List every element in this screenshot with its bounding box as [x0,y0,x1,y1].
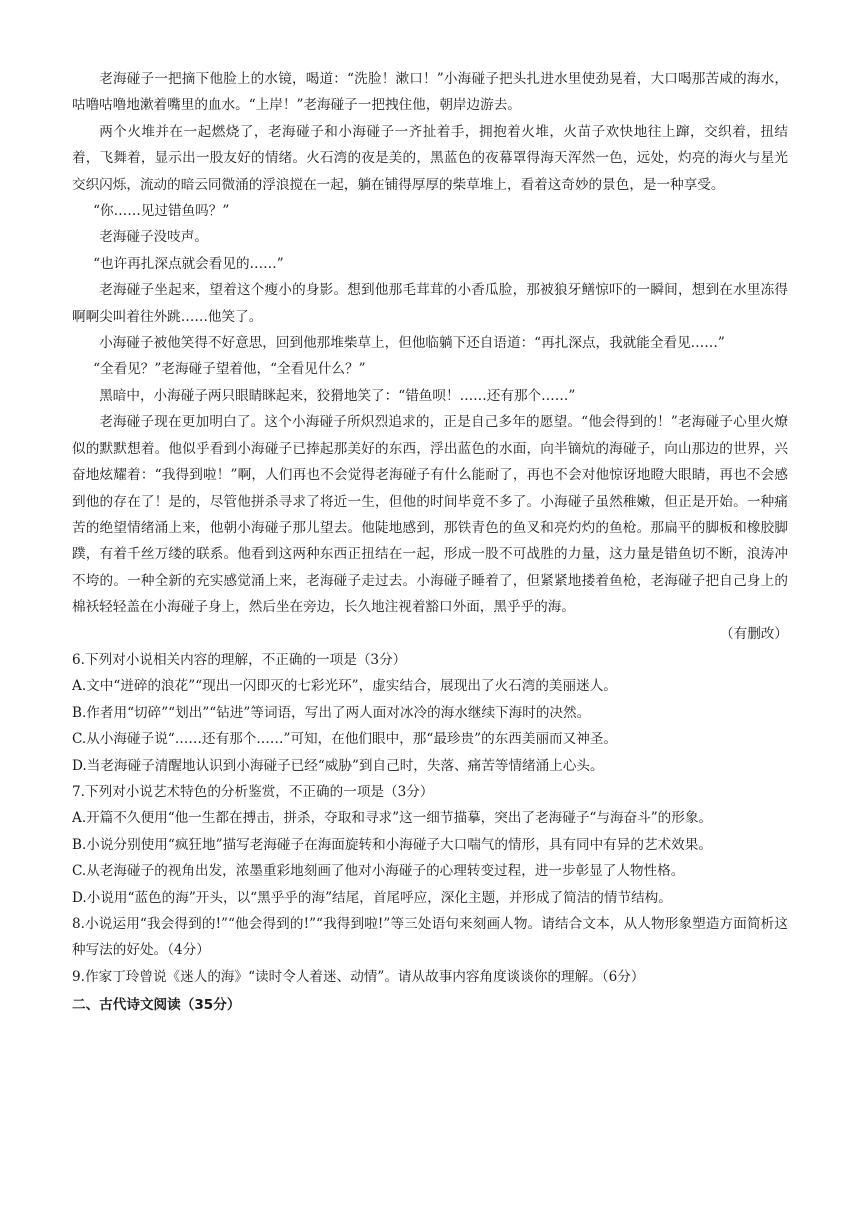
paragraph: 两个火堆并在一起燃烧了，老海碰子和小海碰子一齐扯着手，拥抱着火堆，火苗子欢快地往上蹿，交织着，扭结着，飞舞着，显示出一股友好的情绪。火石湾的夜是美的，黑蓝色的夜幕罩得海天浑然一色，远处，灼亮的海火与星光交织闪烁，流动的暗云同微涌的浮浪搅在一起，躺在铺得厚厚的柴草堆上，看着这奇妙的景色，是一种享受。 [72,123,788,193]
option: B.作者用“切碎”“划出”“钻进”等词语，写出了两人面对冰冷的海水继续下海时的决然。 [72,704,591,721]
passage [72,66,788,647]
paragraph: 老海碰子没吱声。 [99,229,208,246]
paragraph: “全看见？”老海碰子望着他，“全看见什么？” [93,361,366,378]
paragraph: “也许再扎深点就会看见的……” [93,255,284,272]
source-note: （有删改） [720,625,788,642]
paragraph: 老海碰子现在更加明白了。这个小海碰子所炽烈追求的，正是自己多年的愿望。“他会得到的！”老海碰子心里火燎似的默默想着。他似乎看到小海碰子已捧起那美好的东西，浮出蓝色的水面，向半镝炕的海碰子，向山那边的世界，兴奋地炫耀着：“我得到啦！”啊，人们再也不会觉得老海碰子有什么能耐了，再也不会对他惊讶地瞪大眼睛，再也不会感到他的存在了！是的，尽管他拼杀寻求了将近一生，但他的时间毕竟不多了。小海碰子虽然稚嫩，但正是开始。一种痛苦的绝望情绪涌上来，他朝小海碰子那儿望去。他陡地感到，那铁青色的鱼叉和亮灼灼的鱼枪。那扁平的脚板和橡胶脚蹼，有着千丝万缕的联系。他看到这两种东西正扭结在一起，形成一股不可战胜的力量，这力量是错鱼切不断，浪涛冲不垮的。一种全新的充实感觉涌上来，老海碰子走过去。小海碰子睡着了，但紧紧地搂着鱼枪，老海碰子把自己身上的棉袄轻轻盖在小海碰子身上，然后坐在旁边，长久地注视着豁口外面，黑乎乎的海。 [72,414,788,616]
paragraph: 老海碰子一把摘下他脸上的水镜，喝道：“洗脸！漱口！”小海碰子把头扎进水里使劲晃着，大口喝那苦咸的海水，咕噜咕噜地漱着嘴里的血水。“上岸！”老海碰子一把拽住他，朝岸边游去。 [72,71,788,114]
paragraph: 老海碰子坐起来，望着这个瘦小的身影。想到他那毛茸茸的小香瓜脸，那被狼牙鳝惊吓的一瞬间，想到在水里冻得啊啊尖叫着往外跳……他笑了。 [72,282,788,325]
question-stem: 6.下列对小说相关内容的理解，不正确的一项是（3分） [72,651,407,668]
paragraph: 黑暗中，小海碰子两只眼睛眯起来，狡猾地笑了：“错鱼呗！……还有那个……” [99,387,576,404]
section-heading: 二、古代诗文阅读（35分） [72,997,241,1014]
paragraph: 小海碰子被他笑得不好意思，回到他那堆柴草上，但他临躺下还自语道：“再扎深点，我就能全看见……” [99,335,725,352]
document-page [72,66,788,1019]
question-stem: 8.小说运用“我会得到的!”“他会得到的!”“我得到啦!”等三处语句来刻画人物。请结合文本，从人物形象塑造方面简析这种写法的好处。（4分） [72,916,788,959]
option: B.小说分别使用“疯狂地”描写老海碰子在海面旋转和小海碰子大口喘气的情形，具有同中有异的艺术效果。 [72,836,712,853]
option: A.文中“迸碎的浪花”“现出一闪即灭的七彩光环”，虚实结合，展现出了火石湾的美丽迷人。 [72,678,617,695]
option: A.开篇不久便用“他一生都在搏击，拼杀，夺取和寻求”这一细节描摹，突出了老海碰子“与海奋斗”的形象。 [72,810,713,827]
option: D.当老海碰子清醒地认识到小海碰子已经“威胁”到自己时，失落、痛苦等情绪涌上心头。 [72,757,604,774]
option: C.从老海碰子的视角出发，浓墨重彩地刻画了他对小海碰子的心理转变过程，进一步彰显了人物性格。 [72,863,685,880]
paragraph: “你……见过错鱼吗？” [93,203,230,220]
question-stem: 9.作家丁玲曾说《迷人的海》“读时令人着迷、动情”。请从故事内容角度谈谈你的理解。（6分） [72,968,645,985]
option: C.从小海碰子说“……还有那个……”可知，在他们眼中，那“最珍贵”的东西美丽而又神圣。 [72,731,618,748]
option: D.小说用“蓝色的海”开头，以“黑乎乎的海”结尾，首尾呼应，深化主题，并形成了简洁的情节结构。 [72,889,672,906]
questions [72,647,788,1019]
question-stem: 7.下列对小说艺术特色的分析鉴赏，不正确的一项是（3分） [72,783,434,800]
